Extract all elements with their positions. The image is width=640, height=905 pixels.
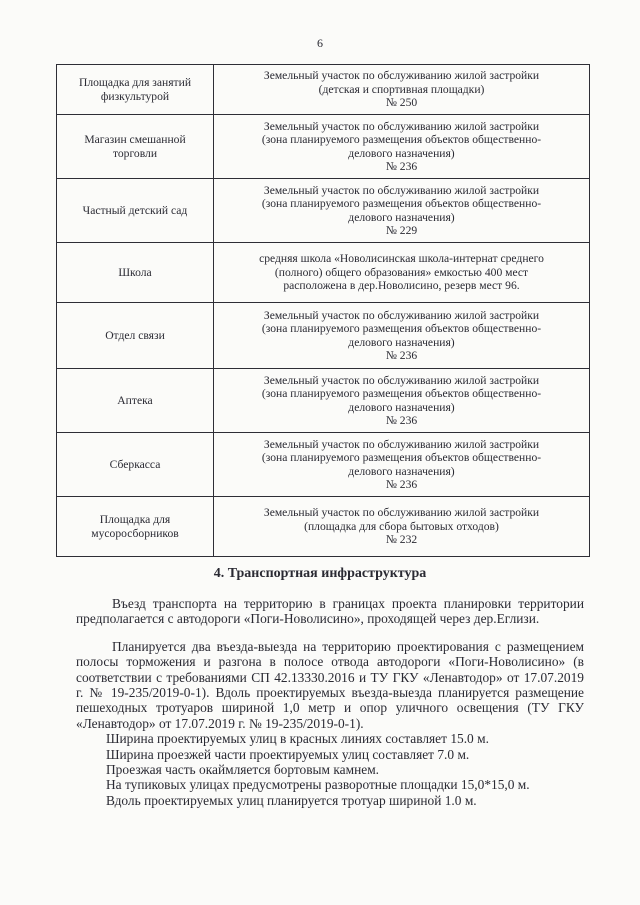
description-line: (площадка для сбора бытовых отходов)	[304, 519, 499, 533]
facility-name: Аптека	[57, 369, 214, 433]
description-line: № 236	[385, 413, 418, 427]
description-line: делового назначения)	[348, 146, 455, 160]
description-line: (зона планируемого размещения объектов общественно-	[261, 451, 542, 465]
table-row	[57, 115, 590, 179]
facility-description	[214, 115, 590, 179]
description-line: делового назначения)	[348, 464, 455, 478]
text-line: Ширина проектируемых улиц в красных линиях составляет 15.0 м.	[106, 731, 489, 747]
description-line: (зона планируемого размещения объектов общественно-	[261, 197, 542, 211]
table-row	[57, 497, 590, 557]
facility-name: Магазин смешанной торговли	[57, 115, 214, 179]
description-line: (зона планируемого размещения объектов общественно-	[261, 322, 542, 336]
facility-description	[214, 243, 590, 303]
description-line: Земельный участок по обслуживанию жилой застройки	[263, 373, 540, 387]
facility-name: Отдел связи	[57, 303, 214, 369]
description-line: № 236	[385, 159, 418, 173]
body-text	[76, 596, 584, 808]
description-line: № 236	[385, 477, 418, 491]
text-line: Вдоль проектируемых улиц планируется тротуар шириной 1.0 м.	[106, 792, 477, 808]
table-row	[57, 179, 590, 243]
facilities-table	[56, 64, 590, 557]
description-line: Земельный участок по обслуживанию жилой застройки	[263, 308, 540, 322]
text-line: На тупиковых улицах предусмотрены разворотные площадки 15,0*15,0 м.	[106, 777, 530, 793]
facility-description	[214, 303, 590, 369]
facility-name: Площадка для занятий физкультурой	[57, 65, 214, 115]
description-line: № 232	[385, 533, 418, 547]
description-line: (детская и спортивная площадки)	[318, 82, 485, 96]
description-line: № 229	[385, 223, 418, 237]
description-line: Земельный участок по обслуживанию жилой застройки	[263, 183, 540, 197]
facility-description	[214, 179, 590, 243]
description-line: делового назначения)	[348, 335, 455, 349]
table-row	[57, 303, 590, 369]
facility-name: Сберкасса	[57, 433, 214, 497]
facility-name: Школа	[57, 243, 214, 303]
text-line: Ширина проезжей части проектируемых улиц составляет 7.0 м.	[106, 746, 470, 762]
table-row	[57, 243, 590, 303]
description-line: (полного) общего образования» емкостью 400 мест	[274, 265, 529, 279]
facility-description	[214, 433, 590, 497]
description-line: делового назначения)	[348, 210, 455, 224]
description-line: делового назначения)	[348, 400, 455, 414]
table-row	[57, 433, 590, 497]
description-line: средняя школа «Новолисинская школа-интернат среднего	[259, 252, 544, 266]
paragraph: Въезд транспорта на территорию в границах проекта планировки территории предполагается с автодороги «Поги-Новолисино», проходящей через дер.Еглизи.	[76, 596, 584, 627]
facility-description	[214, 497, 590, 557]
text-line: Проезжая часть окаймляется бортовым камнем.	[106, 762, 380, 778]
description-line: Земельный участок по обслуживанию жилой застройки	[263, 119, 540, 133]
section-title: 4. Транспортная инфраструктура	[213, 566, 427, 581]
facility-description	[214, 369, 590, 433]
description-line: Земельный участок по обслуживанию жилой застройки	[263, 69, 540, 83]
description-line: (зона планируемого размещения объектов общественно-	[261, 133, 542, 147]
description-line: № 250	[385, 96, 418, 110]
facility-description	[214, 65, 590, 115]
table-row	[57, 369, 590, 433]
description-line: № 236	[385, 348, 418, 362]
description-line: (зона планируемого размещения объектов общественно-	[261, 387, 542, 401]
paragraph: Планируется два въезда-выезда на территорию проектирования с размещением полосы торможения и разгона в полосе отвода автодороги «Поги-Новолисино» (в соответствии с требованиями СП 42.13330.2016 и ТУ ГКУ «Ленавтодор» от 17.07.2019 г. № 19-235/2019-0-1). Вдоль проектируемых въезда-выезда планируется размещение пешеходных тротуаров шириной 1,0 метр и опор уличного освещения (ТУ ГКУ «Ленавтодор» от 17.07.2019 г. № 19-235/2019-0-1).	[76, 638, 584, 731]
table-row	[57, 65, 590, 115]
description-line: Земельный участок по обслуживанию жилой застройки	[263, 506, 540, 520]
page-number: 6	[317, 36, 323, 50]
description-line: Земельный участок по обслуживанию жилой застройки	[263, 437, 540, 451]
facility-name: Площадка для мусоросборников	[57, 497, 214, 557]
facility-name: Частный детский сад	[57, 179, 214, 243]
description-line: расположена в дер.Новолисино, резерв мест 96.	[283, 279, 520, 293]
